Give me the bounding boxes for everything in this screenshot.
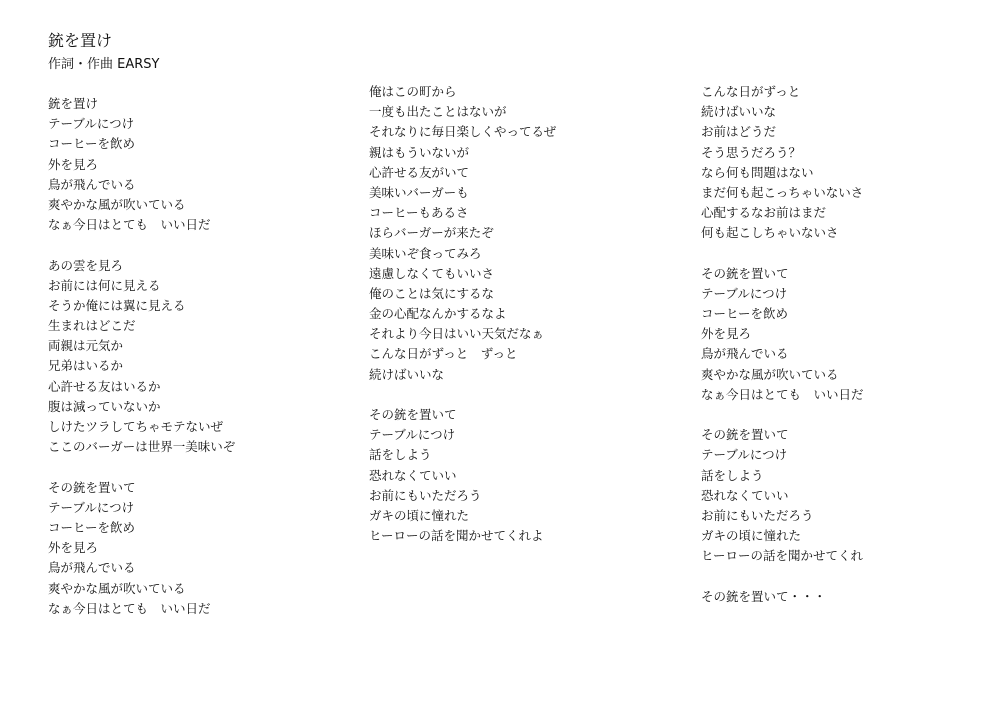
lyric-line: お前にもいただろう — [369, 487, 482, 503]
lyric-line: テーブルにつけ — [701, 447, 788, 463]
lyric-stanza — [701, 425, 864, 566]
lyric-line: なぁ今日はとても いい日だ — [48, 217, 211, 233]
lyric-line: その銃を置いて — [369, 407, 457, 422]
lyric-stanza — [701, 587, 864, 607]
lyric-line: コーヒーもあるさ — [369, 205, 469, 221]
lyric-line: 爽やかな風が吹いている — [701, 366, 839, 382]
lyrics-column-2 — [369, 82, 556, 546]
lyric-stanza — [369, 82, 556, 385]
lyric-line: 話をしよう — [369, 447, 432, 463]
lyric-line: 心配するなお前はまだ — [701, 205, 827, 221]
lyric-line: その銃を置いて — [701, 265, 789, 281]
lyric-line: 親はもういないが — [369, 144, 470, 160]
lyric-line: 外を見ろ — [48, 156, 99, 172]
lyric-line: 生まれはどこだ — [48, 318, 136, 334]
lyric-line: テーブルにつけ — [48, 116, 135, 132]
lyric-line: 話をしよう — [701, 467, 764, 483]
lyric-line: 美味いバーガーも — [369, 184, 469, 200]
lyric-line: 兄弟はいるか — [48, 358, 124, 374]
lyric-line: 鳥が飛んでいる — [48, 176, 136, 192]
lyric-line: 俺のことは気にするな — [369, 285, 495, 301]
song-title: 銃を置け — [48, 31, 113, 50]
lyric-line: 続けばいいな — [369, 366, 445, 382]
lyric-line: こんな日がずっと ずっと — [369, 346, 518, 362]
lyric-line: お前にもいただろう — [701, 507, 814, 523]
lyric-line: 何も起こしちゃいないさ — [701, 225, 839, 241]
lyric-line: ガキの頃に憧れた — [701, 528, 802, 544]
lyric-line: 爽やかな風が吹いている — [48, 580, 186, 596]
lyric-stanza — [701, 264, 864, 405]
lyric-line: しけたツラしてちゃモテないぜ — [48, 419, 224, 434]
lyric-line: ほらバーガーが来たぞ — [369, 225, 494, 241]
lyric-line: 心許せる友はいるか — [48, 378, 161, 394]
lyric-line: 鳥が飛んでいる — [701, 346, 789, 362]
lyrics-column-3 — [701, 82, 864, 607]
lyric-line: テーブルにつけ — [48, 499, 135, 515]
lyric-line: 恐れなくていい — [701, 487, 789, 503]
lyric-line: 鳥が飛んでいる — [48, 560, 136, 576]
lyric-line: 続けばいいな — [701, 104, 777, 120]
lyric-line: その銃を置いて — [701, 427, 789, 443]
lyric-line: 銃を置け — [48, 96, 99, 111]
lyric-line: 金の心配なんかするなよ — [369, 306, 507, 322]
lyric-line: お前には何に見える — [48, 277, 161, 293]
lyric-line: 遠慮しなくてもいいさ — [369, 265, 495, 281]
lyric-line: 美味いぞ食ってみろ — [369, 245, 482, 261]
lyric-line: 両親は元気か — [48, 338, 124, 354]
lyric-line: それより今日はいい天気だなぁ — [369, 326, 545, 342]
lyric-stanza — [369, 405, 556, 546]
lyric-line: 恐れなくていい — [369, 467, 457, 483]
lyric-line: なぁ今日はとても いい日だ — [48, 600, 211, 616]
lyric-line: その銃を置いて — [48, 479, 136, 495]
lyric-line: そうか俺には翼に見える — [48, 297, 186, 313]
lyric-line: そう思うだろう？ — [701, 144, 802, 160]
lyric-line: 外を見ろ — [701, 326, 752, 342]
lyric-line: まだ何も起こっちゃいないさ — [701, 184, 864, 200]
lyric-line: お前はどうだ — [701, 124, 777, 140]
lyric-line: なぁ今日はとても いい日だ — [701, 386, 864, 402]
lyric-line: 心許せる友がいて — [369, 164, 470, 180]
lyric-line: テーブルにつけ — [369, 427, 456, 443]
lyric-line: 腹は減っていないか — [48, 398, 161, 414]
lyric-line: こんな日がずっと — [701, 84, 801, 99]
lyrics-column-1 — [48, 94, 235, 619]
lyric-line: あの雲を見ろ — [48, 257, 124, 273]
lyric-line: 爽やかな風が吹いている — [48, 196, 186, 212]
lyric-line: コーヒーを飲め — [48, 136, 136, 152]
lyric-line: その銃を置いて・・・ — [701, 588, 827, 604]
lyric-line: 一度も出たことはないが — [369, 104, 507, 120]
lyric-line: なら何も問題はない — [701, 164, 814, 180]
lyric-line: ガキの頃に憧れた — [369, 507, 470, 523]
lyric-line: 外を見ろ — [48, 540, 99, 556]
lyric-line: ヒーローの話を聞かせてくれ — [701, 548, 864, 564]
lyric-line: 俺はこの町から — [369, 84, 457, 99]
lyric-stanza — [48, 256, 235, 458]
lyric-stanza — [48, 478, 235, 619]
lyric-line: コーヒーを飲め — [701, 306, 789, 322]
lyric-stanza — [701, 82, 864, 244]
lyric-line: コーヒーを飲め — [48, 519, 136, 535]
lyric-line: ヒーローの話を聞かせてくれよ — [369, 528, 544, 544]
lyric-line: それなりに毎日楽しくやってるぜ — [369, 124, 557, 140]
song-credit: 作詞・作曲 EARSY — [48, 57, 160, 72]
lyric-stanza — [48, 94, 235, 235]
lyric-line: ここのバーガーは世界一美味いぞ — [48, 439, 236, 455]
lyric-line: テーブルにつけ — [701, 285, 788, 301]
